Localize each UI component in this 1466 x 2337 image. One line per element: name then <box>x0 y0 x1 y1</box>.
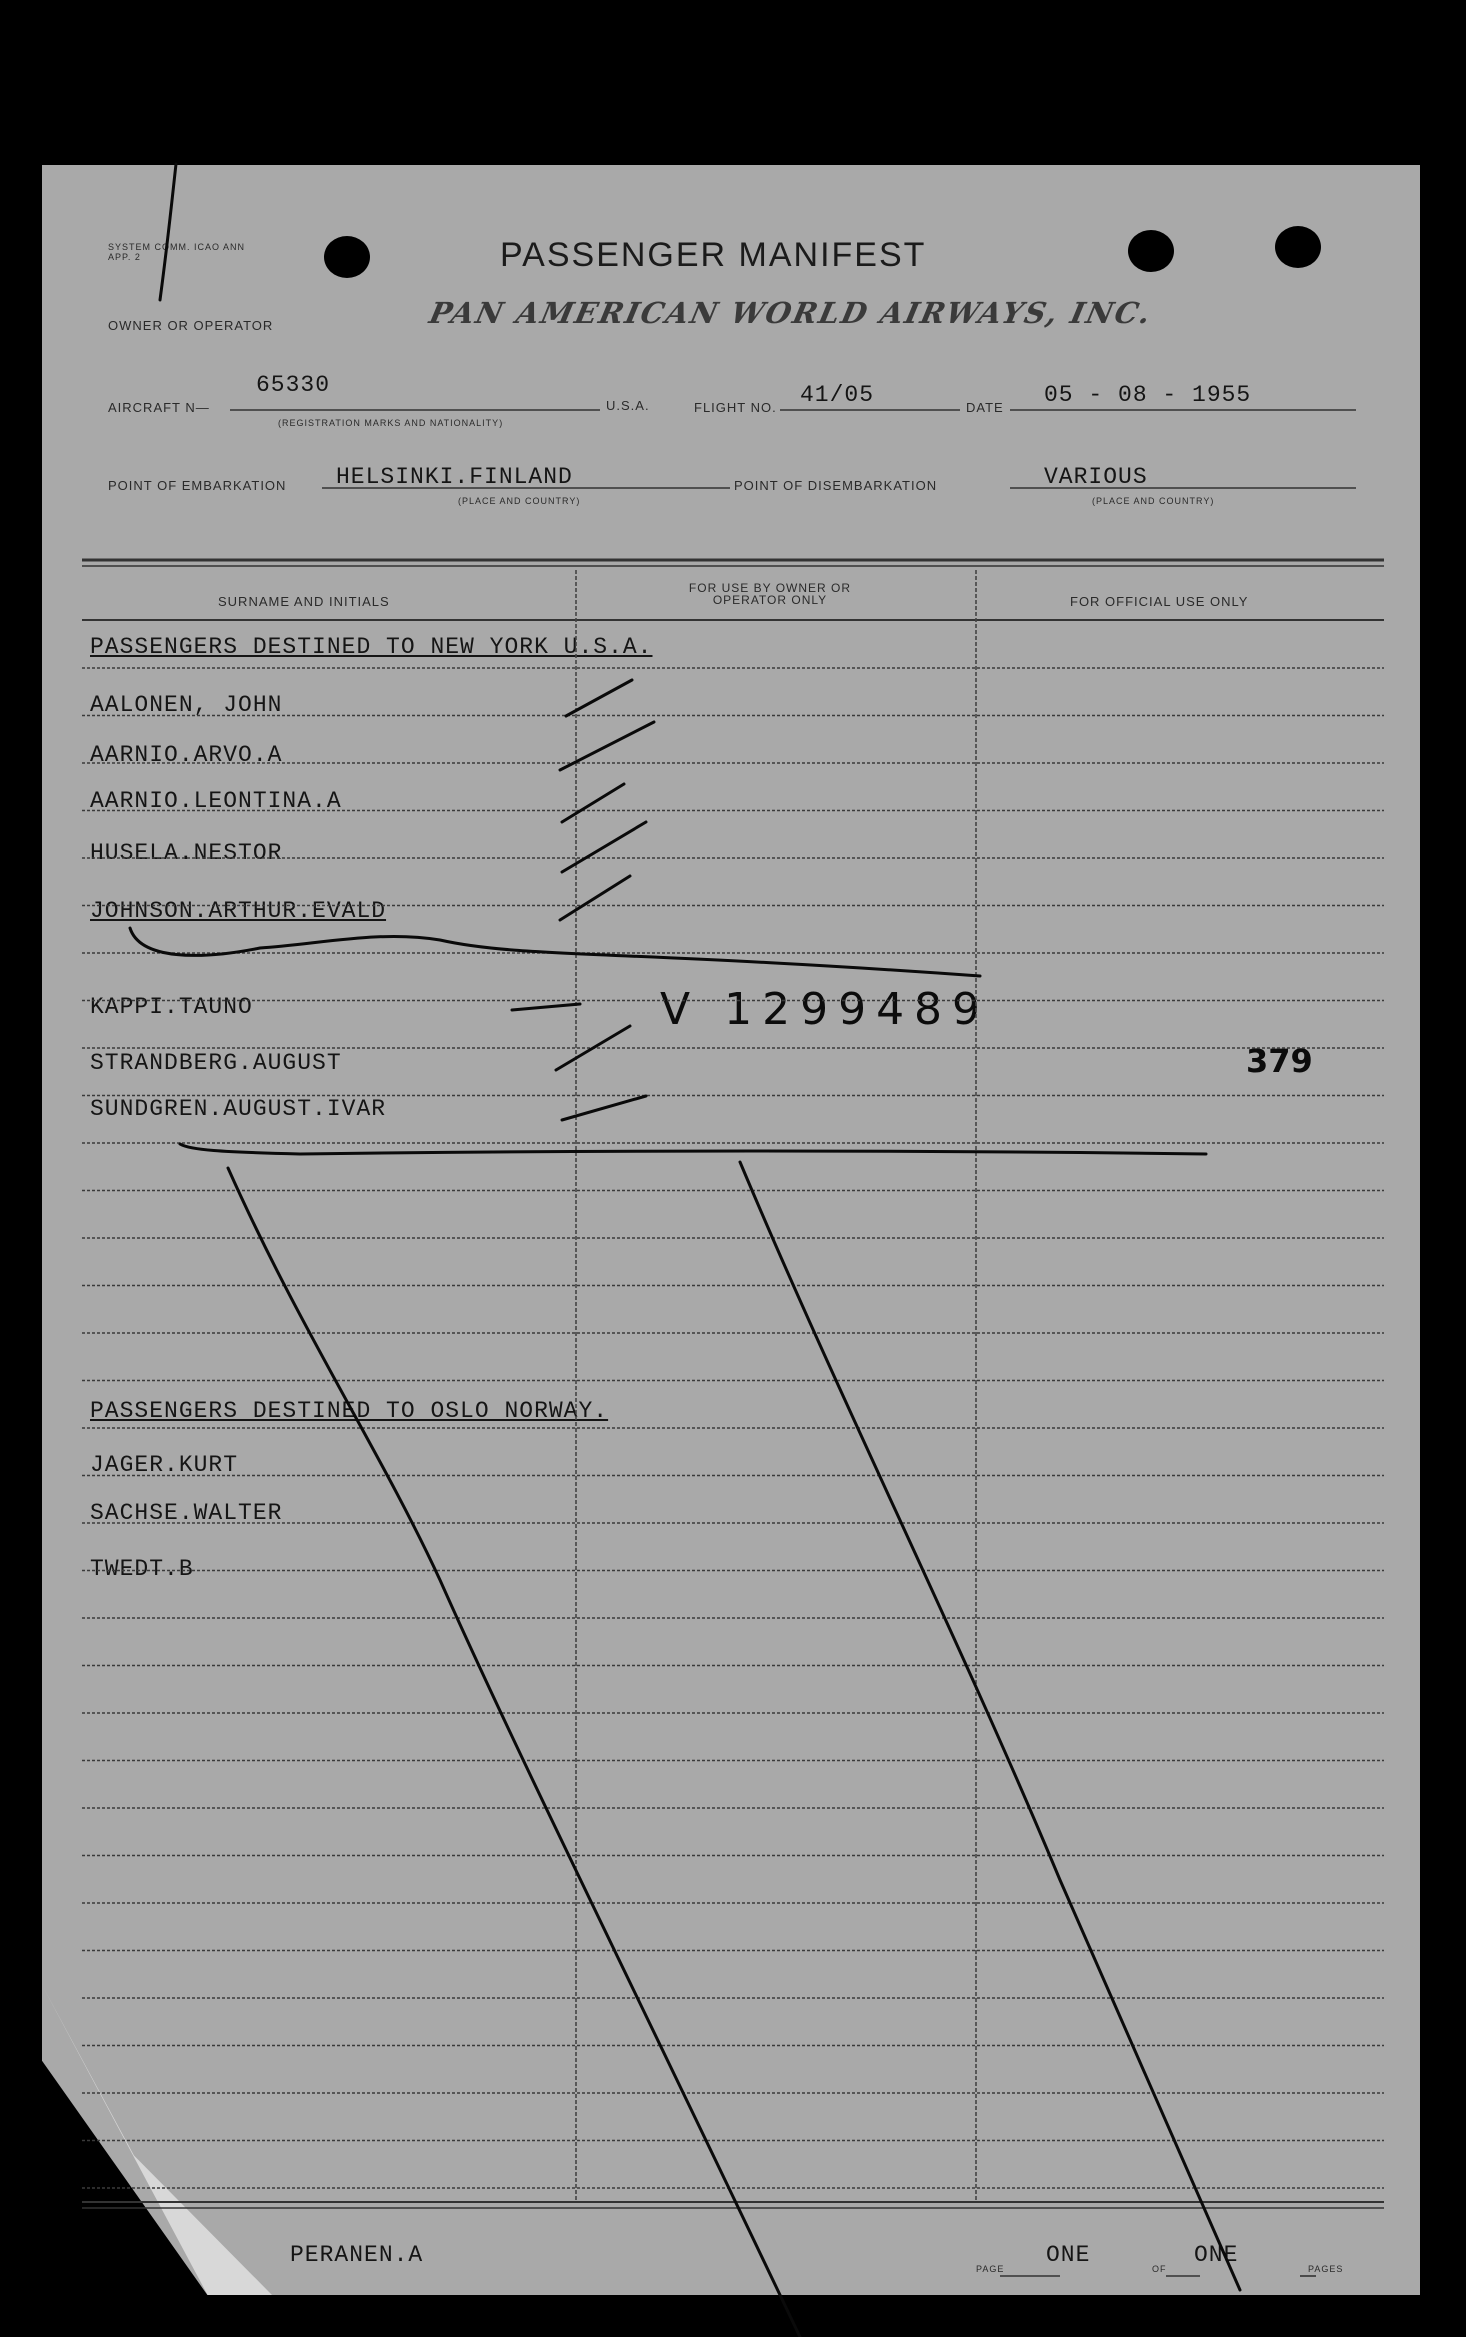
passenger-name: TWEDT.B <box>90 1556 194 1582</box>
passenger-name: HUSELA.NESTOR <box>90 840 283 866</box>
of-value: ONE <box>1194 2242 1239 2268</box>
passenger-name: STRANDBERG.AUGUST <box>90 1050 342 1076</box>
column-header-owner-use: FOR USE BY OWNER OR OPERATOR ONLY <box>688 581 852 607</box>
aircraft-label: AIRCRAFT N— <box>108 400 210 415</box>
of-label: OF <box>1152 2264 1167 2274</box>
disembarkation-value: VARIOUS <box>1044 464 1148 490</box>
passenger-name: AARNIO.LEONTINA.A <box>90 788 342 814</box>
signature-name: PERANEN.A <box>290 2242 424 2268</box>
group-heading-oslo: PASSENGERS DESTINED TO OSLO NORWAY. <box>90 1398 609 1424</box>
column-header-surname: SURNAME AND INITIALS <box>218 594 390 609</box>
disembarkation-label: POINT OF DISEMBARKATION <box>734 478 938 493</box>
passenger-name: KAPPI.TAUNO <box>90 994 253 1020</box>
embarkation-label: POINT OF EMBARKATION <box>108 478 287 493</box>
date-value: 05 - 08 - 1955 <box>1044 382 1252 408</box>
official-number: 379 <box>1246 1042 1313 1080</box>
group-heading-new-york: PASSENGERS DESTINED TO NEW YORK U.S.A. <box>90 634 653 660</box>
passenger-name: SACHSE.WALTER <box>90 1500 283 1526</box>
date-label: DATE <box>966 400 1004 415</box>
page-title: PASSENGER MANIFEST <box>500 236 927 274</box>
punch-hole <box>324 236 370 278</box>
aircraft-value: 65330 <box>256 372 331 398</box>
visa-number: V 1299489 <box>660 984 991 1035</box>
pages-label: PAGES <box>1308 2264 1344 2274</box>
passenger-name: AARNIO.ARVO.A <box>90 742 283 768</box>
punch-hole <box>1128 230 1174 272</box>
aircraft-sublabel: (REGISTRATION MARKS AND NATIONALITY) <box>278 418 504 428</box>
page-value: ONE <box>1046 2242 1091 2268</box>
column-header-official-use: FOR OFFICIAL USE ONLY <box>1070 594 1249 609</box>
passenger-name: SUNDGREN.AUGUST.IVAR <box>90 1096 387 1122</box>
embarkation-value: HELSINKI.FINLAND <box>336 464 573 490</box>
embarkation-sublabel: (PLACE AND COUNTRY) <box>458 496 581 506</box>
owner-label: OWNER OR OPERATOR <box>108 318 274 333</box>
flight-label: FLIGHT NO. <box>694 400 777 415</box>
form-code: SYSTEM COMM. ICAO ANN APP. 2 <box>108 242 246 262</box>
operator-name: PAN AMERICAN WORLD AIRWAYS, INC. <box>426 296 1156 330</box>
page-label: PAGE <box>976 2264 1005 2274</box>
passenger-name: JAGER.KURT <box>90 1452 239 1478</box>
passenger-name: JOHNSON.ARTHUR.EVALD <box>90 898 387 924</box>
disembarkation-sublabel: (PLACE AND COUNTRY) <box>1092 496 1215 506</box>
usa-label: U.S.A. <box>606 398 650 413</box>
punch-hole <box>1275 226 1321 268</box>
flight-value: 41/05 <box>800 382 875 408</box>
passenger-name: AALONEN, JOHN <box>90 692 283 718</box>
